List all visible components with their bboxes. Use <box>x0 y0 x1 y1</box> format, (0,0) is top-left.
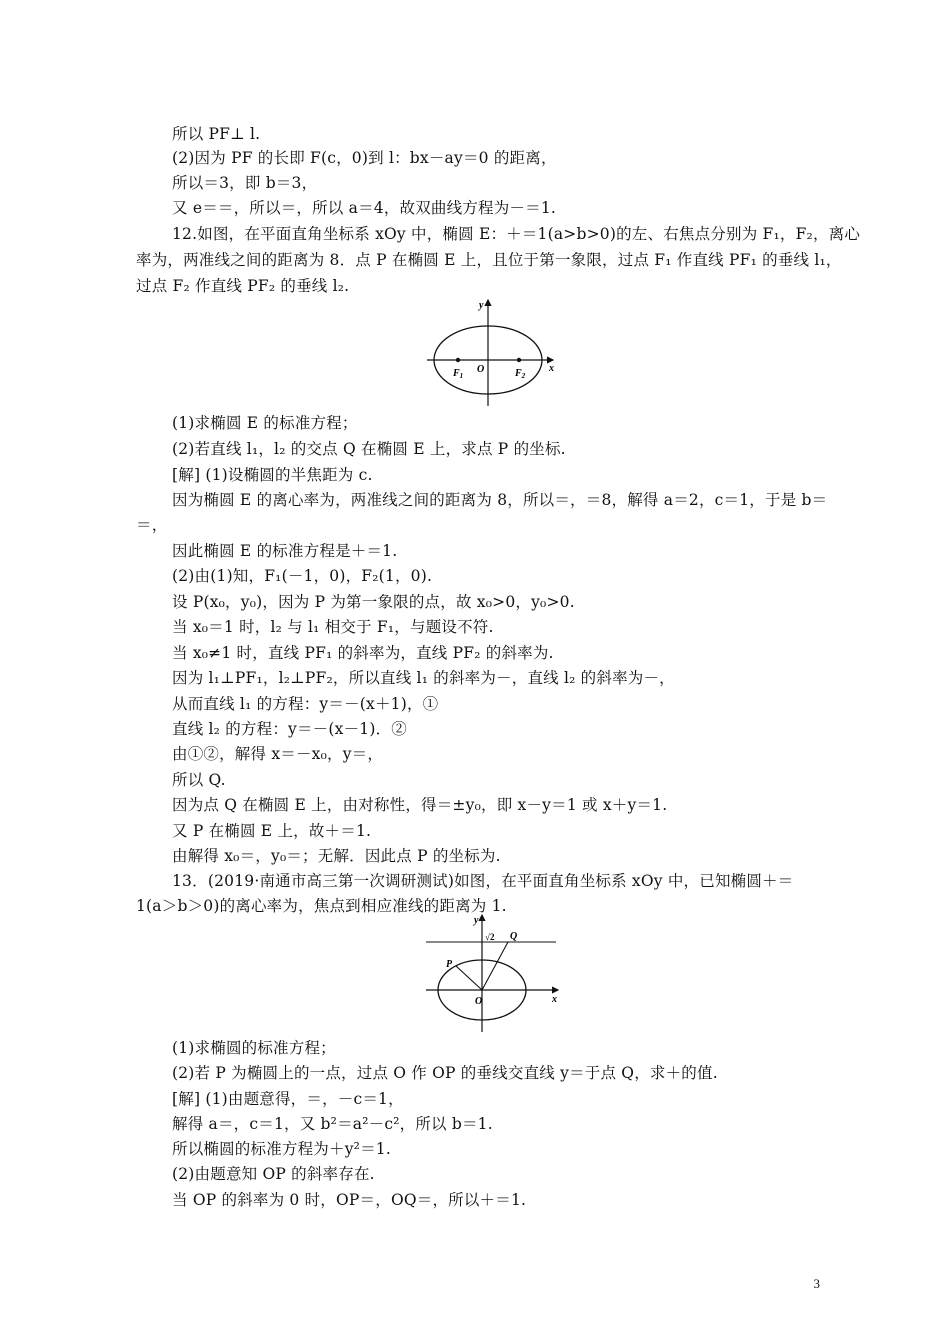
text-line: (1)求椭圆 E 的标准方程； <box>172 414 358 432</box>
text-line: (2)由题意知 OP 的斜率存在. <box>172 1165 375 1183</box>
text-line: 所以椭圆的标准方程为＋y²＝1. <box>172 1140 391 1158</box>
text-line: 因此椭圆 E 的标准方程是＋＝1. <box>172 542 398 560</box>
text-line: (1)求椭圆的标准方程； <box>172 1039 336 1057</box>
text-line: 因为椭圆 E 的离心率为，两准线之间的距离为 8，所以＝，＝8，解得 a＝2，c＝1，于是 b＝ <box>172 491 828 509</box>
text-line: 1(a＞b＞0)的离心率为，焦点到相应准线的距离为 1. <box>136 897 507 915</box>
x-axis-label: x <box>552 994 557 1005</box>
focus-f2 <box>517 358 521 362</box>
text-line: 从而直线 l₁ 的方程：y＝－(x＋1)，① <box>172 695 439 713</box>
text-line: 当 x₀＝1 时，l₂ 与 l₁ 相交于 F₁，与题设不符. <box>172 618 494 636</box>
q-label: Q <box>510 931 518 942</box>
segment-oq <box>482 942 508 990</box>
text-line: 13．(2019·南通市高三第一次调研测试)如图，在平面直角坐标系 xOy 中，已知椭圆＋＝ <box>172 872 794 890</box>
text-line: (2)因为 PF 的长即 F(c，0)到 l：bx－ay＝0 的距离， <box>172 149 557 167</box>
text-line: 因为 l₁⊥PF₁，l₂⊥PF₂，所以直线 l₁ 的斜率为－，直线 l₂ 的斜率为－， <box>172 669 675 687</box>
text-line: 12.如图，在平面直角坐标系 xOy 中，椭圆 E：＋＝1(a>b>0)的左、右焦点分别为 F₁，F₂，离心 <box>172 225 861 243</box>
text-line: [解] (1)由题意得，＝，－c＝1， <box>172 1090 404 1108</box>
y-axis-label: y <box>474 915 479 926</box>
ellipse-figure-1 <box>425 296 565 408</box>
text-line: 因为点 Q 在椭圆 E 上，由对称性，得＝±y₀，即 x－y＝1 或 x＋y＝1. <box>172 796 668 814</box>
text-line: 当 x₀≠1 时，直线 PF₁ 的斜率为，直线 PF₂ 的斜率为. <box>172 644 554 662</box>
text-line: 解得 a＝，c＝1，又 b²＝a²－c²，所以 b＝1. <box>172 1115 493 1133</box>
origin-label: O <box>475 996 483 1007</box>
text-line: [解] (1)设椭圆的半焦距为 c. <box>172 466 373 484</box>
y-axis-label: y <box>479 300 484 311</box>
text-line: 所以 PF⊥ l. <box>172 125 261 143</box>
text-line: 由①②，解得 x＝－x₀，y＝， <box>172 745 384 763</box>
text-line: 当 OP 的斜率为 0 时，OP＝，OQ＝，所以＋＝1. <box>172 1191 527 1209</box>
text-line: 又 e＝＝，所以＝，所以 a＝4，故双曲线方程为－＝1. <box>172 199 557 217</box>
f1-label: $F_1$ <box>453 368 464 380</box>
text-line: 所以＝3，即 b＝3， <box>172 174 318 192</box>
text-line: 所以 Q. <box>172 771 226 789</box>
text-line: 率为，两准线之间的距离为 8．点 P 在椭圆 E 上，且位于第一象限，过点 F₁ 作直线 PF₁ 的垂线 l₁， <box>136 251 842 269</box>
focus-f1 <box>456 358 460 362</box>
p-label: P <box>446 959 453 970</box>
text-line: (2)若 P 为椭圆上的一点，过点 O 作 OP 的垂线交直线 y＝于点 Q，求＋的值. <box>172 1064 718 1082</box>
text-line: ＝， <box>136 516 168 534</box>
text-line: 又 P 在椭圆 E 上，故＋＝1. <box>172 822 372 840</box>
text-line: 过点 F₂ 作直线 PF₂ 的垂线 l₂. <box>136 277 350 295</box>
f2-label: $F_2$ <box>515 368 526 380</box>
ellipse-figure-2 <box>424 912 564 1034</box>
page-number: 3 <box>813 1276 820 1291</box>
text-line: 设 P(x₀，y₀)，因为 P 为第一象限的点，故 x₀>0，y₀>0. <box>172 593 575 611</box>
text-line: 直线 l₂ 的方程：y＝－(x－1)．② <box>172 720 407 738</box>
segment-op <box>456 966 482 990</box>
origin-label: O <box>477 364 485 375</box>
text-line: 由解得 x₀＝，y₀＝；无解．因此点 P 的坐标为. <box>172 847 501 865</box>
sqrt2-label: √2 <box>485 932 495 942</box>
text-line: (2)若直线 l₁，l₂ 的交点 Q 在椭圆 E 上，求点 P 的坐标. <box>172 440 566 458</box>
x-axis-label: x <box>549 363 554 374</box>
text-line: (2)由(1)知，F₁(－1，0)，F₂(1，0). <box>172 567 433 585</box>
